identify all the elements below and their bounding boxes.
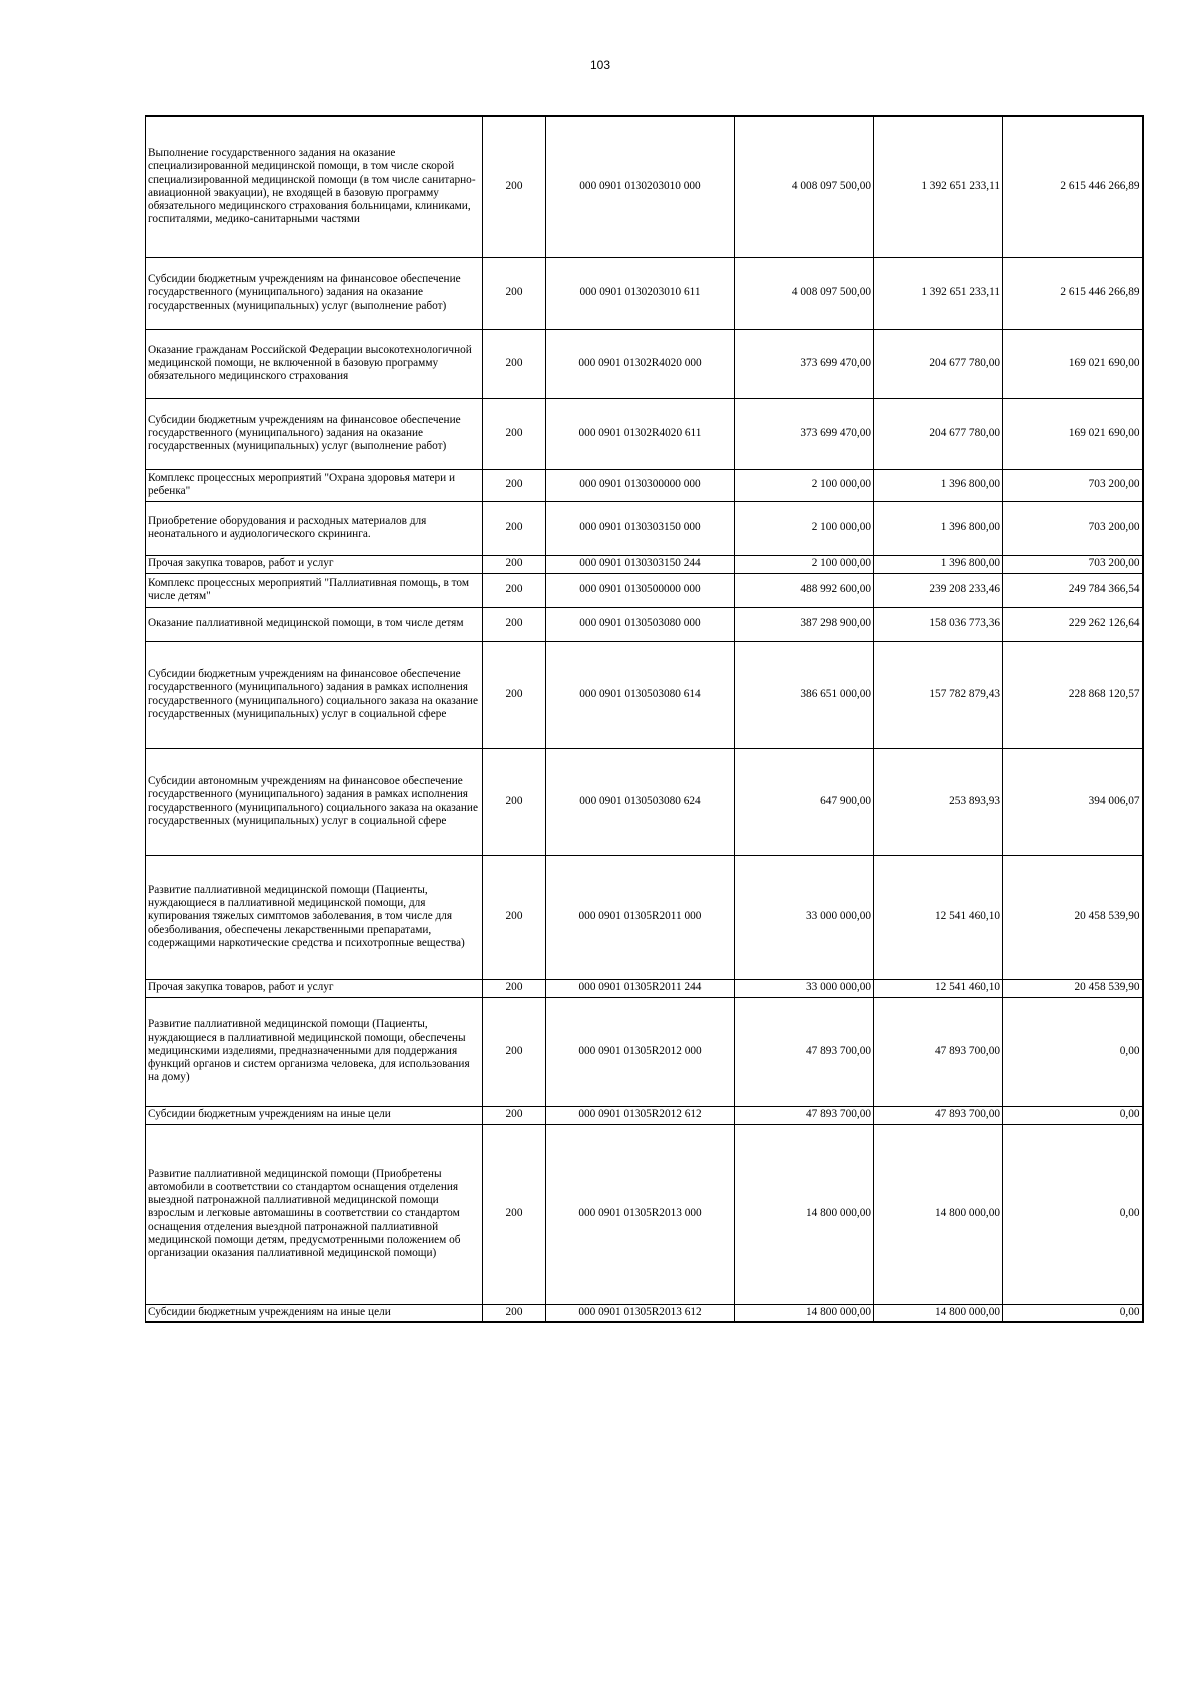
expense-name-cell: Развитие паллиативной медицинской помощи (Пациенты, нуждающиеся в паллиативной медицинской помощи, для купирования тяжелых симптомов заболевания, в том числе для обезболивания, обеспечены лекарственными препаратами, содержащими наркотические средства и психотропные вещества)	[146, 855, 483, 979]
executed-amount-cell: 1 396 800,00	[874, 555, 1003, 573]
line-code-cell: 200	[483, 573, 546, 607]
expense-name-cell: Оказание гражданам Российской Федерации высокотехнологичной медицинской помощи, не включенной в базовую программу обязательного медицинского страхования	[146, 329, 483, 398]
table-row	[146, 1124, 1143, 1304]
table-row	[146, 855, 1143, 979]
remaining-amount-cell: 0,00	[1003, 1124, 1143, 1304]
approved-amount-cell: 2 100 000,00	[735, 469, 874, 501]
expense-name-cell: Субсидии автономным учреждениям на финансовое обеспечение государственного (муниципального) задания в рамках исполнения государственного (муниципального) социального заказа на оказание государственных (муниципальных) услуг в социальной сфере	[146, 748, 483, 855]
executed-amount-cell: 47 893 700,00	[874, 997, 1003, 1106]
budget-classification-code-cell: 000 0901 01305R2013 000	[546, 1124, 735, 1304]
line-code-cell: 200	[483, 641, 546, 748]
table-row	[146, 979, 1143, 997]
approved-amount-cell: 2 100 000,00	[735, 501, 874, 555]
expense-name-cell: Субсидии бюджетным учреждениям на финансовое обеспечение государственного (муниципального) задания на оказание государственных (муниципальных) услуг (выполнение работ)	[146, 257, 483, 329]
remaining-amount-cell: 0,00	[1003, 1106, 1143, 1124]
line-code-cell: 200	[483, 855, 546, 979]
remaining-amount-cell: 228 868 120,57	[1003, 641, 1143, 748]
budget-classification-code-cell: 000 0901 01305R2013 612	[546, 1304, 735, 1322]
table-row	[146, 257, 1143, 329]
expense-name-cell: Комплекс процессных мероприятий "Охрана здоровья матери и ребенка"	[146, 469, 483, 501]
remaining-amount-cell: 169 021 690,00	[1003, 329, 1143, 398]
table-body	[146, 116, 1143, 1322]
remaining-amount-cell: 169 021 690,00	[1003, 398, 1143, 469]
budget-classification-code-cell: 000 0901 01302R4020 000	[546, 329, 735, 398]
line-code-cell: 200	[483, 555, 546, 573]
table-row	[146, 607, 1143, 641]
table-row	[146, 501, 1143, 555]
approved-amount-cell: 14 800 000,00	[735, 1124, 874, 1304]
expense-name-cell: Развитие паллиативной медицинской помощи (Приобретены автомобили в соответствии со стандартом оснащения отделения выездной патронажной паллиативной медицинской помощи взрослым и легковые автомашины в соответствии со стандартом оснащения отделения выездной патронажной паллиативной медицинской помощи детям, предусмотренными положением об организации оказания паллиативной медицинской помощи)	[146, 1124, 483, 1304]
approved-amount-cell: 47 893 700,00	[735, 1106, 874, 1124]
approved-amount-cell: 4 008 097 500,00	[735, 116, 874, 257]
remaining-amount-cell: 0,00	[1003, 1304, 1143, 1322]
approved-amount-cell: 647 900,00	[735, 748, 874, 855]
line-code-cell: 200	[483, 979, 546, 997]
approved-amount-cell: 387 298 900,00	[735, 607, 874, 641]
expense-name-cell: Комплекс процессных мероприятий "Паллиативная помощь, в том числе детям"	[146, 573, 483, 607]
expense-name-cell: Развитие паллиативной медицинской помощи (Пациенты, нуждающиеся в паллиативной медицинской помощи, обеспечены медицинскими изделиями, предназначенными для поддержания функций органов и систем организма человека, для использования на дому)	[146, 997, 483, 1106]
executed-amount-cell: 204 677 780,00	[874, 329, 1003, 398]
budget-classification-code-cell: 000 0901 0130300000 000	[546, 469, 735, 501]
expense-name-cell: Оказание паллиативной медицинской помощи, в том числе детям	[146, 607, 483, 641]
line-code-cell: 200	[483, 469, 546, 501]
remaining-amount-cell: 703 200,00	[1003, 501, 1143, 555]
table-row	[146, 398, 1143, 469]
approved-amount-cell: 386 651 000,00	[735, 641, 874, 748]
executed-amount-cell: 1 392 651 233,11	[874, 116, 1003, 257]
line-code-cell: 200	[483, 1304, 546, 1322]
table-row	[146, 641, 1143, 748]
executed-amount-cell: 12 541 460,10	[874, 855, 1003, 979]
remaining-amount-cell: 394 006,07	[1003, 748, 1143, 855]
remaining-amount-cell: 2 615 446 266,89	[1003, 116, 1143, 257]
expense-name-cell: Выполнение государственного задания на оказание специализированной медицинской помощи, в том числе скорой специализированной медицинской помощи (в том числе санитарно-авиационной эвакуации), не входящей в базовую программу обязательного медицинского страхования больницами, клиниками, госпиталями, медико-санитарными частями	[146, 116, 483, 257]
budget-classification-code-cell: 000 0901 0130303150 244	[546, 555, 735, 573]
remaining-amount-cell: 2 615 446 266,89	[1003, 257, 1143, 329]
approved-amount-cell: 488 992 600,00	[735, 573, 874, 607]
budget-classification-code-cell: 000 0901 01305R2011 244	[546, 979, 735, 997]
table-row	[146, 1106, 1143, 1124]
executed-amount-cell: 1 396 800,00	[874, 501, 1003, 555]
executed-amount-cell: 253 893,93	[874, 748, 1003, 855]
expense-name-cell: Субсидии бюджетным учреждениям на финансовое обеспечение государственного (муниципального) задания в рамках исполнения государственного (муниципального) социального заказа на оказание государственных (муниципальных) услуг в социальной сфере	[146, 641, 483, 748]
budget-classification-code-cell: 000 0901 0130503080 624	[546, 748, 735, 855]
executed-amount-cell: 157 782 879,43	[874, 641, 1003, 748]
table-row	[146, 329, 1143, 398]
table-row	[146, 555, 1143, 573]
budget-classification-code-cell: 000 0901 0130203010 000	[546, 116, 735, 257]
budget-classification-code-cell: 000 0901 01305R2012 000	[546, 997, 735, 1106]
line-code-cell: 200	[483, 1106, 546, 1124]
executed-amount-cell: 1 392 651 233,11	[874, 257, 1003, 329]
approved-amount-cell: 14 800 000,00	[735, 1304, 874, 1322]
expense-name-cell: Субсидии бюджетным учреждениям на иные цели	[146, 1106, 483, 1124]
executed-amount-cell: 14 800 000,00	[874, 1304, 1003, 1322]
executed-amount-cell: 204 677 780,00	[874, 398, 1003, 469]
line-code-cell: 200	[483, 329, 546, 398]
expense-name-cell: Субсидии бюджетным учреждениям на финансовое обеспечение государственного (муниципального) задания на оказание государственных (муниципальных) услуг (выполнение работ)	[146, 398, 483, 469]
remaining-amount-cell: 20 458 539,90	[1003, 979, 1143, 997]
remaining-amount-cell: 703 200,00	[1003, 469, 1143, 501]
line-code-cell: 200	[483, 607, 546, 641]
table-row	[146, 997, 1143, 1106]
budget-classification-code-cell: 000 0901 0130503080 000	[546, 607, 735, 641]
remaining-amount-cell: 249 784 366,54	[1003, 573, 1143, 607]
table-row	[146, 748, 1143, 855]
approved-amount-cell: 47 893 700,00	[735, 997, 874, 1106]
line-code-cell: 200	[483, 501, 546, 555]
page-number: 103	[589, 58, 611, 72]
budget-execution-table	[145, 115, 1144, 1323]
expense-name-cell: Прочая закупка товаров, работ и услуг	[146, 979, 483, 997]
line-code-cell: 200	[483, 748, 546, 855]
table-row	[146, 1304, 1143, 1322]
budget-classification-code-cell: 000 0901 0130303150 000	[546, 501, 735, 555]
executed-amount-cell: 47 893 700,00	[874, 1106, 1003, 1124]
approved-amount-cell: 33 000 000,00	[735, 979, 874, 997]
budget-classification-code-cell: 000 0901 0130500000 000	[546, 573, 735, 607]
expense-name-cell: Субсидии бюджетным учреждениям на иные цели	[146, 1304, 483, 1322]
line-code-cell: 200	[483, 1124, 546, 1304]
table-row	[146, 573, 1143, 607]
remaining-amount-cell: 20 458 539,90	[1003, 855, 1143, 979]
line-code-cell: 200	[483, 257, 546, 329]
expense-name-cell: Приобретение оборудования и расходных материалов для неонатального и аудиологического скрининга.	[146, 501, 483, 555]
executed-amount-cell: 158 036 773,36	[874, 607, 1003, 641]
approved-amount-cell: 373 699 470,00	[735, 329, 874, 398]
approved-amount-cell: 4 008 097 500,00	[735, 257, 874, 329]
remaining-amount-cell: 703 200,00	[1003, 555, 1143, 573]
line-code-cell: 200	[483, 398, 546, 469]
approved-amount-cell: 373 699 470,00	[735, 398, 874, 469]
approved-amount-cell: 33 000 000,00	[735, 855, 874, 979]
budget-classification-code-cell: 000 0901 0130203010 611	[546, 257, 735, 329]
budget-classification-code-cell: 000 0901 01302R4020 611	[546, 398, 735, 469]
executed-amount-cell: 12 541 460,10	[874, 979, 1003, 997]
remaining-amount-cell: 229 262 126,64	[1003, 607, 1143, 641]
budget-classification-code-cell: 000 0901 0130503080 614	[546, 641, 735, 748]
executed-amount-cell: 239 208 233,46	[874, 573, 1003, 607]
table-row	[146, 116, 1143, 257]
table-row	[146, 469, 1143, 501]
executed-amount-cell: 14 800 000,00	[874, 1124, 1003, 1304]
line-code-cell: 200	[483, 997, 546, 1106]
budget-classification-code-cell: 000 0901 01305R2011 000	[546, 855, 735, 979]
line-code-cell: 200	[483, 116, 546, 257]
remaining-amount-cell: 0,00	[1003, 997, 1143, 1106]
expense-name-cell: Прочая закупка товаров, работ и услуг	[146, 555, 483, 573]
approved-amount-cell: 2 100 000,00	[735, 555, 874, 573]
budget-classification-code-cell: 000 0901 01305R2012 612	[546, 1106, 735, 1124]
executed-amount-cell: 1 396 800,00	[874, 469, 1003, 501]
